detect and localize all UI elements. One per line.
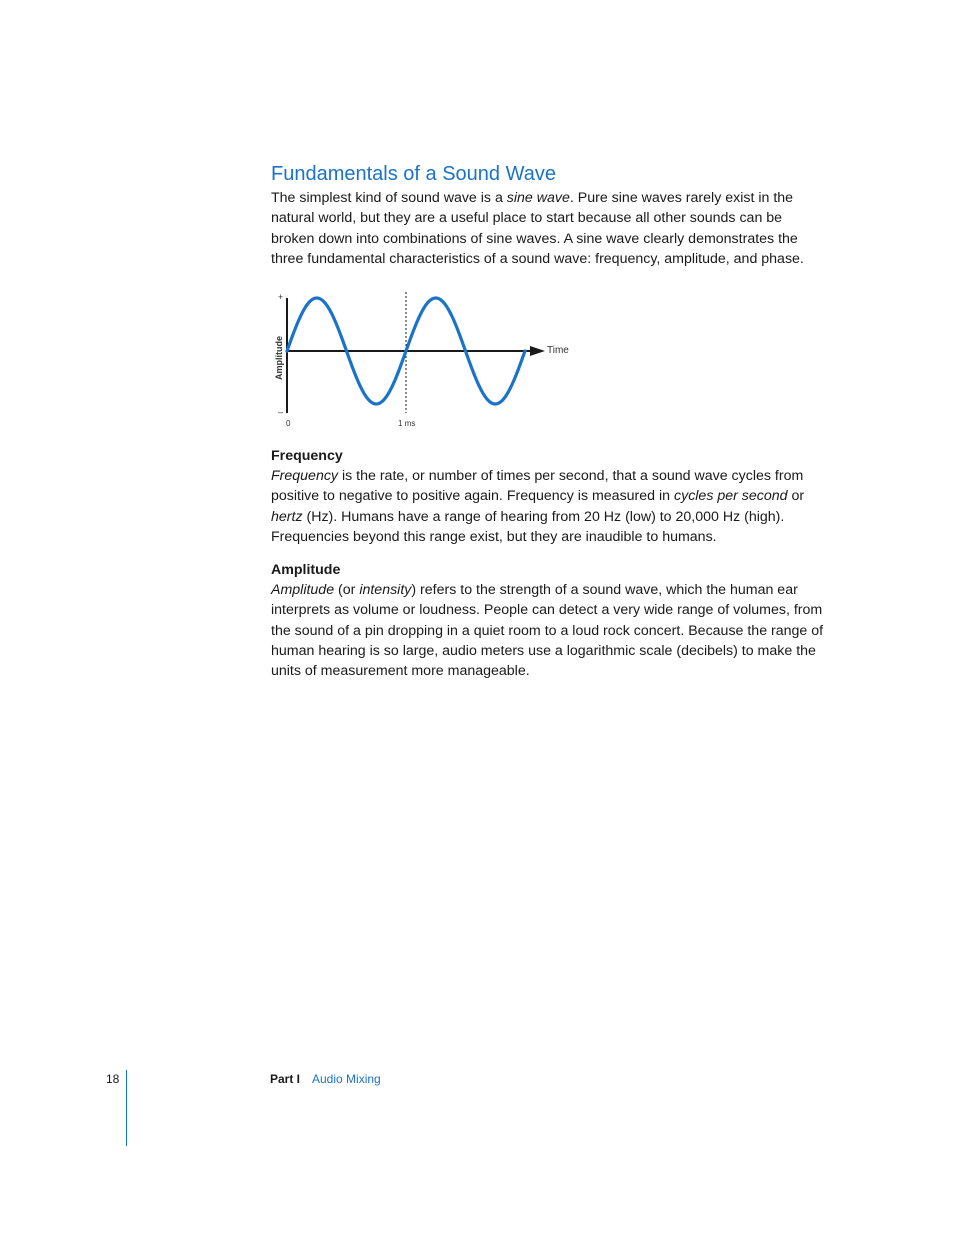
- frequency-term: Frequency: [271, 468, 339, 484]
- amplitude-term-intensity: intensity: [359, 582, 412, 598]
- one-ms-label: 1 ms: [398, 419, 416, 428]
- amplitude-heading: Amplitude: [271, 562, 341, 578]
- frequency-text-1: is the rate, or number of times per second, that a sound wave cycles from positive to negative to positive again. Frequency is measured in: [271, 468, 804, 505]
- minus-label: –: [278, 407, 284, 417]
- intro-term-sine-wave: sine wave: [506, 190, 570, 206]
- part-label: Part I: [270, 1072, 301, 1086]
- frequency-text-3: (Hz). Humans have a range of hearing from 20 Hz (low) to 20,000 Hz (high). Frequencies beyond this range exist, but they are inaudible to humans.: [271, 508, 785, 545]
- part-title-link[interactable]: Audio Mixing: [312, 1072, 381, 1086]
- intro-text-1: The simplest kind of sound wave is a: [271, 190, 507, 206]
- frequency-heading: Frequency: [271, 448, 343, 464]
- amplitude-text-2: ) refers to the strength of a sound wave, which the human ear interprets as volume or loudness. People can detect a very wide range of volumes, from the sound of a pin dropping in a quiet room to a loud rock concert. Because the range of human hearing is so large, audio meters use a logarithmic scale (decibels) to make the units of measurement more manageable.: [271, 582, 824, 680]
- sine-wave-figure: [262, 287, 582, 432]
- frequency-term-hertz: hertz: [271, 508, 303, 525]
- page-title: Fundamentals of a Sound Wave: [271, 163, 556, 185]
- intro-text-2: . Pure sine waves rarely exist in the natural world, but they are a useful place to start because all other sounds can be broken down into combinations of sine waves. A sine wave clearly demonstrates the three fundamental characteristics of a sound wave: frequency, amplitude, and phase.: [271, 190, 804, 267]
- y-axis-label: Amplitude: [274, 336, 284, 380]
- frequency-paragraph: [271, 466, 827, 547]
- plus-label: +: [278, 292, 284, 302]
- frequency-term-cycles: cycles per second: [674, 488, 788, 505]
- frequency-text-2: or: [787, 488, 805, 505]
- zero-label: 0: [286, 419, 291, 428]
- time-axis-arrowhead: [530, 346, 545, 356]
- intro-paragraph: [271, 188, 827, 269]
- footer-rule: [126, 1070, 127, 1146]
- page-number: 18: [106, 1072, 120, 1086]
- amplitude-text-1: (or: [334, 582, 360, 598]
- x-axis-label: Time: [547, 345, 569, 356]
- amplitude-paragraph: [271, 580, 827, 681]
- amplitude-term: Amplitude: [271, 582, 335, 598]
